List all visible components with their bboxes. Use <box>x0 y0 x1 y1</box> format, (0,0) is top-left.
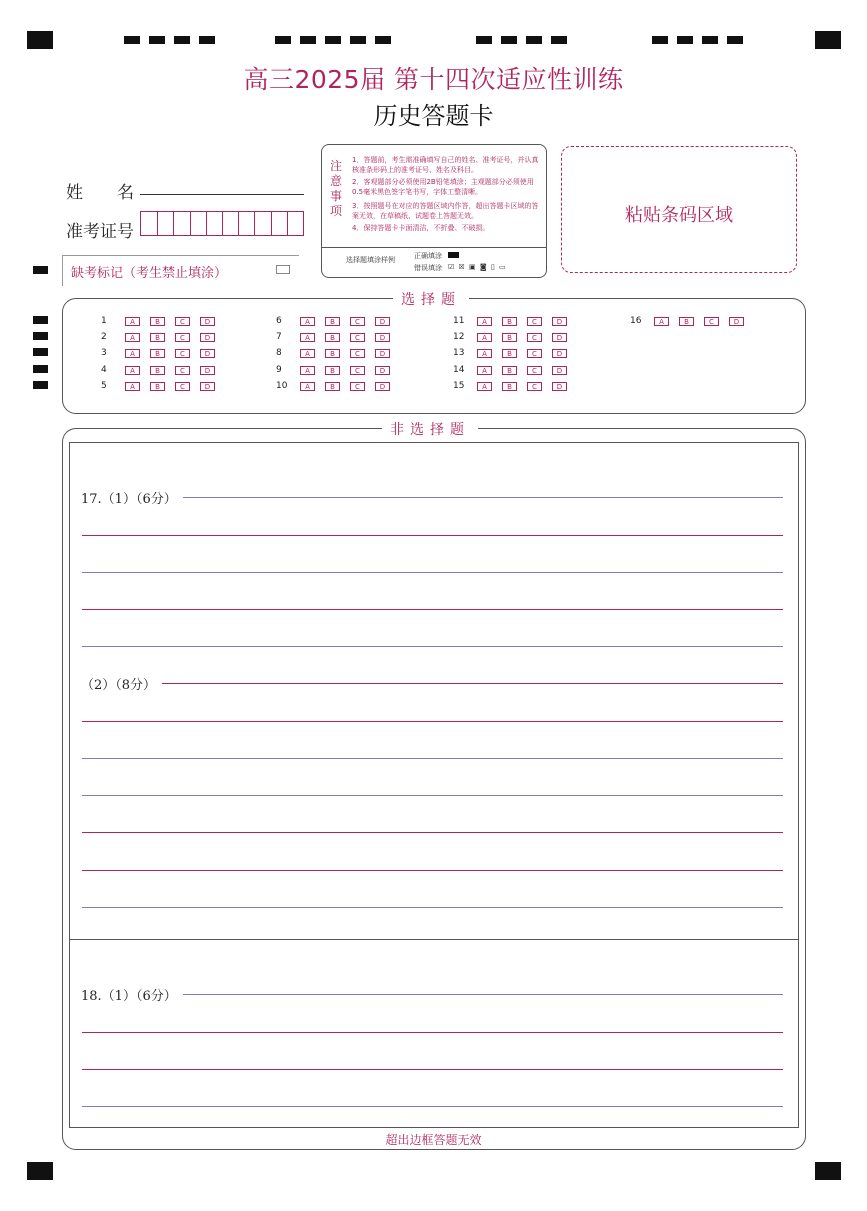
option-bubble-d[interactable]: D <box>552 333 567 342</box>
timing-mark-top-left <box>27 31 53 49</box>
barcode-area <box>561 146 797 273</box>
choice-section-title: 选择题 <box>393 289 469 309</box>
answer-line[interactable] <box>82 907 783 908</box>
exam-number-label: 准考证号 <box>66 222 134 242</box>
correct-fill-sample <box>448 252 459 258</box>
exam-number-grid[interactable] <box>140 211 304 236</box>
option-bubble-d[interactable]: D <box>552 382 567 391</box>
answer-line[interactable] <box>82 758 783 759</box>
option-bubble-a[interactable]: A <box>477 317 492 326</box>
option-bubble-d[interactable]: D <box>375 333 390 342</box>
option-bubble-c[interactable]: C <box>527 382 542 391</box>
barcode-label: 粘贴条码区域 <box>625 205 733 226</box>
option-bubble-a[interactable]: A <box>125 349 140 358</box>
option-bubble-d[interactable]: D <box>552 349 567 358</box>
timing-mark <box>325 36 341 44</box>
answer-line[interactable] <box>82 572 783 573</box>
name-field[interactable] <box>140 194 304 195</box>
option-bubble-c[interactable]: C <box>350 349 365 358</box>
timing-mark <box>275 36 291 44</box>
question-number: 7 <box>276 332 282 342</box>
answer-line[interactable] <box>82 1032 783 1033</box>
option-bubble-c[interactable]: C <box>175 349 190 358</box>
option-bubble-b[interactable]: B <box>150 333 165 342</box>
exam-number-cell-divider <box>222 212 223 235</box>
notice-title: 注意事项 <box>330 159 343 218</box>
notice-item-1: 1．答题前，考生需准确填写自己的姓名、准考证号，并认真核准条形码上的准考证号、姓名及科目。 <box>352 156 539 174</box>
question-number: 10 <box>276 381 288 391</box>
answer-line[interactable] <box>82 832 783 833</box>
exam-title: 高三2025届 第十四次适应性训练 <box>243 65 624 94</box>
timing-mark <box>33 348 48 356</box>
answer-line[interactable] <box>82 497 783 498</box>
notice-item-3: 3．按照题号在对应的答题区域内作答，超出答题卡区域的答案无效，在草稿纸、试题卷上答题无效。 <box>352 202 539 220</box>
timing-mark <box>501 36 517 44</box>
question-number: 8 <box>276 348 282 358</box>
timing-mark <box>476 36 492 44</box>
option-bubble-a[interactable]: A <box>125 317 140 326</box>
answer-line[interactable] <box>82 683 783 684</box>
option-bubble-d[interactable]: D <box>375 382 390 391</box>
question-number: 14 <box>453 365 465 375</box>
option-bubble-b[interactable]: B <box>150 317 165 326</box>
option-bubble-c[interactable]: C <box>175 317 190 326</box>
choice-section-frame <box>62 298 806 414</box>
subject-title: 历史答题卡 <box>373 102 494 130</box>
option-bubble-c[interactable]: C <box>350 333 365 342</box>
timing-mark <box>149 36 165 44</box>
question-18-1-label: 18.（1）（6分） <box>81 985 183 1004</box>
question-number: 1 <box>101 316 107 326</box>
option-bubble-d[interactable]: D <box>200 349 215 358</box>
option-bubble-d[interactable]: D <box>375 366 390 375</box>
option-bubble-a[interactable]: A <box>125 382 140 391</box>
option-bubble-d[interactable]: D <box>200 382 215 391</box>
option-bubble-d[interactable]: D <box>375 349 390 358</box>
exam-number-cell-divider <box>287 212 288 235</box>
timing-mark <box>702 36 718 44</box>
timing-mark-bottom-right <box>815 1162 841 1180</box>
nonchoice-section-title: 非选择题 <box>382 419 478 439</box>
timing-mark <box>124 36 140 44</box>
answer-line[interactable] <box>82 994 783 995</box>
timing-mark <box>300 36 316 44</box>
timing-mark-side <box>33 266 48 274</box>
option-bubble-b[interactable]: B <box>502 382 517 391</box>
question-number: 6 <box>276 316 282 326</box>
timing-mark <box>551 36 567 44</box>
name-label: 姓 名 <box>66 183 134 203</box>
option-bubble-a[interactable]: A <box>477 382 492 391</box>
answer-box-17 <box>69 442 799 940</box>
exam-number-cell-divider <box>157 212 158 235</box>
option-bubble-d[interactable]: D <box>552 317 567 326</box>
absent-label: 缺考标记（考生禁止填涂） <box>71 266 228 281</box>
exam-number-cell-divider <box>173 212 174 235</box>
option-bubble-c[interactable]: C <box>350 317 365 326</box>
timing-mark <box>727 36 743 44</box>
timing-mark <box>350 36 366 44</box>
wrong-label: 错误填涂 <box>414 264 442 272</box>
option-bubble-d[interactable]: D <box>200 333 215 342</box>
question-number: 5 <box>101 381 107 391</box>
notice-item-4: 4．保持答题卡卡面清洁，不折叠、不破损。 <box>352 224 490 232</box>
option-bubble-a[interactable]: A <box>477 333 492 342</box>
option-bubble-d[interactable]: D <box>375 317 390 326</box>
option-bubble-c[interactable]: C <box>350 382 365 391</box>
option-bubble-a[interactable]: A <box>125 333 140 342</box>
option-bubble-c[interactable]: C <box>527 366 542 375</box>
timing-mark <box>677 36 693 44</box>
exam-number-cell-divider <box>190 212 191 235</box>
option-bubble-a[interactable]: A <box>300 382 315 391</box>
correct-label: 正确填涂 <box>414 252 442 260</box>
answer-line[interactable] <box>82 870 783 871</box>
timing-mark-bottom-left <box>27 1162 53 1180</box>
option-bubble-a[interactable]: A <box>300 366 315 375</box>
timing-mark <box>33 332 48 340</box>
option-bubble-b[interactable]: B <box>502 349 517 358</box>
option-bubble-c[interactable]: C <box>175 366 190 375</box>
option-bubble-a[interactable]: A <box>654 317 669 326</box>
question-number: 3 <box>101 348 107 358</box>
option-bubble-b[interactable]: B <box>150 366 165 375</box>
option-bubble-b[interactable]: B <box>679 317 694 326</box>
option-bubble-d[interactable]: D <box>729 317 744 326</box>
option-bubble-c[interactable]: C <box>175 333 190 342</box>
option-bubble-b[interactable]: B <box>325 317 340 326</box>
option-bubble-c[interactable]: C <box>527 333 542 342</box>
question-17-2-label: （2）（8分） <box>81 674 162 693</box>
option-bubble-b[interactable]: B <box>325 333 340 342</box>
exam-number-cell-divider <box>271 212 272 235</box>
question-17-1-label: 17.（1）（6分） <box>81 488 183 507</box>
answer-line[interactable] <box>82 1106 783 1107</box>
question-number: 13 <box>453 348 465 358</box>
timing-mark <box>526 36 542 44</box>
option-bubble-b[interactable]: B <box>150 382 165 391</box>
answer-line[interactable] <box>82 721 783 722</box>
timing-mark <box>375 36 391 44</box>
wrong-fill-samples: ☑ ☒ ▣ ◙ ▯ ▭ <box>448 263 507 271</box>
option-bubble-b[interactable]: B <box>502 317 517 326</box>
answer-box-18 <box>69 940 799 1128</box>
option-bubble-b[interactable]: B <box>325 366 340 375</box>
footer-warning: 超出边框答题无效 <box>385 1133 482 1147</box>
notice-item-2: 2．客观题部分必须使用2B铅笔填涂；主观题部分必须使用0.5毫米黑色签字笔书写，字体工整清晰。 <box>352 178 534 196</box>
option-bubble-a[interactable]: A <box>300 349 315 358</box>
absent-checkbox[interactable] <box>276 265 290 274</box>
timing-mark <box>174 36 190 44</box>
option-bubble-b[interactable]: B <box>502 366 517 375</box>
option-bubble-c[interactable]: C <box>350 366 365 375</box>
timing-mark <box>199 36 215 44</box>
answer-line[interactable] <box>82 535 783 536</box>
option-bubble-d[interactable]: D <box>200 317 215 326</box>
option-bubble-b[interactable]: B <box>502 333 517 342</box>
question-number: 11 <box>453 316 465 326</box>
option-bubble-c[interactable]: C <box>527 317 542 326</box>
question-number: 9 <box>276 365 282 375</box>
exam-number-cell-divider <box>254 212 255 235</box>
option-bubble-b[interactable]: B <box>150 349 165 358</box>
question-number: 12 <box>453 332 465 342</box>
notice-box <box>321 144 547 278</box>
timing-mark <box>33 316 48 324</box>
option-bubble-d[interactable]: D <box>200 366 215 375</box>
exam-number-cell-divider <box>238 212 239 235</box>
option-bubble-b[interactable]: B <box>325 382 340 391</box>
exam-number-cell-divider <box>206 212 207 235</box>
timing-mark <box>33 365 48 373</box>
option-bubble-c[interactable]: C <box>704 317 719 326</box>
question-number: 15 <box>453 381 465 391</box>
question-number: 16 <box>630 316 642 326</box>
notice-separator <box>322 247 546 248</box>
timing-mark-top-right <box>815 31 841 49</box>
option-bubble-a[interactable]: A <box>300 317 315 326</box>
question-number: 4 <box>101 365 107 375</box>
answer-line[interactable] <box>82 795 783 796</box>
question-number: 2 <box>101 332 107 342</box>
answer-line[interactable] <box>82 609 783 610</box>
answer-line[interactable] <box>82 646 783 647</box>
timing-mark <box>33 381 48 389</box>
option-bubble-b[interactable]: B <box>325 349 340 358</box>
option-bubble-c[interactable]: C <box>175 382 190 391</box>
example-label: 选择题填涂样例 <box>346 256 395 264</box>
option-bubble-a[interactable]: A <box>477 366 492 375</box>
option-bubble-a[interactable]: A <box>300 333 315 342</box>
option-bubble-d[interactable]: D <box>552 366 567 375</box>
answer-line[interactable] <box>82 1069 783 1070</box>
option-bubble-c[interactable]: C <box>527 349 542 358</box>
timing-mark <box>652 36 668 44</box>
option-bubble-a[interactable]: A <box>477 349 492 358</box>
option-bubble-a[interactable]: A <box>125 366 140 375</box>
